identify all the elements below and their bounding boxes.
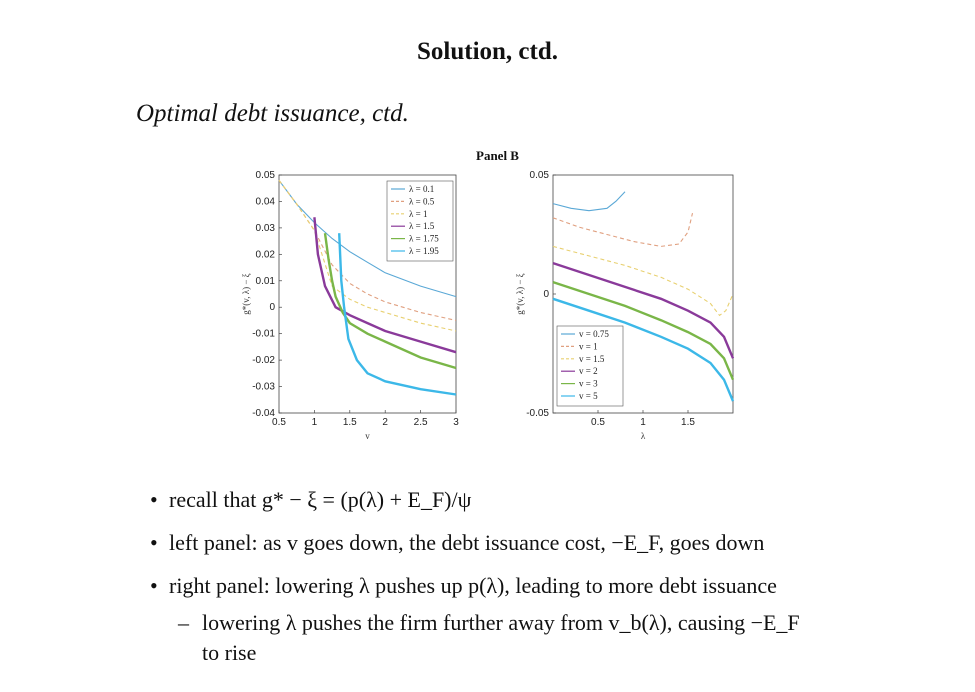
legend-label: v = 0.75 bbox=[579, 329, 609, 339]
x-tick-label: 1.5 bbox=[342, 417, 357, 428]
panel-title: Panel B bbox=[476, 148, 519, 163]
y-axis-label: g*(v, λ) − ξ bbox=[515, 273, 525, 315]
y-axis-label: g*(v, λ) − ξ bbox=[241, 273, 251, 315]
legend-label: λ = 0.1 bbox=[409, 184, 435, 194]
bullet-item bbox=[150, 521, 950, 564]
y-tick-label: 0 bbox=[269, 302, 275, 314]
x-tick-label: 1 bbox=[640, 417, 646, 428]
legend-label: λ = 1.75 bbox=[409, 233, 439, 244]
legend-label: v = 1.5 bbox=[579, 353, 605, 364]
bullet-text: right panel: lowering λ pushes up p(λ), leading to more debt issuance bbox=[169, 573, 777, 598]
bullet-icon: • bbox=[150, 530, 158, 555]
x-tick-label: 3 bbox=[453, 417, 459, 428]
bullet-list bbox=[150, 478, 950, 607]
x-axis-label: v bbox=[365, 431, 370, 441]
y-tick-label: 0.02 bbox=[255, 249, 275, 261]
x-tick-label: 0.5 bbox=[591, 417, 605, 428]
y-tick-label: -0.03 bbox=[252, 381, 275, 393]
legend-label: v = 3 bbox=[579, 378, 598, 389]
sub-bullet-line2: to rise bbox=[202, 640, 257, 665]
bullet-text: recall that g* − ξ = (p(λ) + E_F)/ψ bbox=[169, 487, 472, 512]
y-tick-label: 0 bbox=[543, 289, 549, 300]
bullet-text: left panel: as v goes down, the debt issuance cost, −E_F, goes down bbox=[169, 530, 765, 555]
sub-bullet bbox=[178, 608, 800, 668]
bullet-icon: • bbox=[150, 573, 158, 598]
bullet-item bbox=[150, 478, 950, 521]
legend-label: λ = 1 bbox=[409, 208, 428, 219]
sub-bullet-line1: lowering λ pushes the firm further away from v_b(λ), causing −E_F bbox=[202, 610, 800, 635]
dash-icon: – bbox=[178, 610, 189, 635]
legend-label: λ = 0.5 bbox=[409, 196, 435, 207]
x-tick-label: 1 bbox=[311, 417, 318, 428]
legend-label: v = 2 bbox=[579, 366, 598, 377]
y-tick-label: 0.01 bbox=[255, 275, 275, 287]
legend-label: v = 5 bbox=[579, 391, 598, 401]
bullet-item bbox=[150, 564, 950, 607]
legend-label: v = 1 bbox=[579, 341, 598, 352]
x-tick-label: 2.5 bbox=[413, 417, 428, 428]
slide-title: Solution, ctd. bbox=[416, 38, 558, 65]
y-tick-label: 0.05 bbox=[255, 170, 275, 181]
legend-label: λ = 1.95 bbox=[409, 246, 439, 256]
x-tick-label: 0.5 bbox=[272, 417, 286, 428]
y-tick-label: 0.05 bbox=[529, 170, 549, 181]
y-tick-label: 0.04 bbox=[255, 196, 275, 208]
bullet-icon: • bbox=[150, 487, 158, 512]
y-tick-label: -0.02 bbox=[252, 355, 275, 367]
y-tick-label: -0.01 bbox=[252, 328, 275, 340]
x-tick-label: 2 bbox=[382, 417, 388, 428]
x-tick-label: 1.5 bbox=[681, 417, 695, 428]
y-tick-label: -0.05 bbox=[526, 408, 549, 419]
slide-subtitle: Optimal debt issuance, ctd. bbox=[136, 100, 409, 127]
y-tick-label: 0.03 bbox=[255, 222, 275, 234]
x-axis-label: λ bbox=[640, 431, 646, 441]
y-tick-label: -0.04 bbox=[252, 408, 275, 419]
legend-label: λ = 1.5 bbox=[409, 221, 435, 232]
